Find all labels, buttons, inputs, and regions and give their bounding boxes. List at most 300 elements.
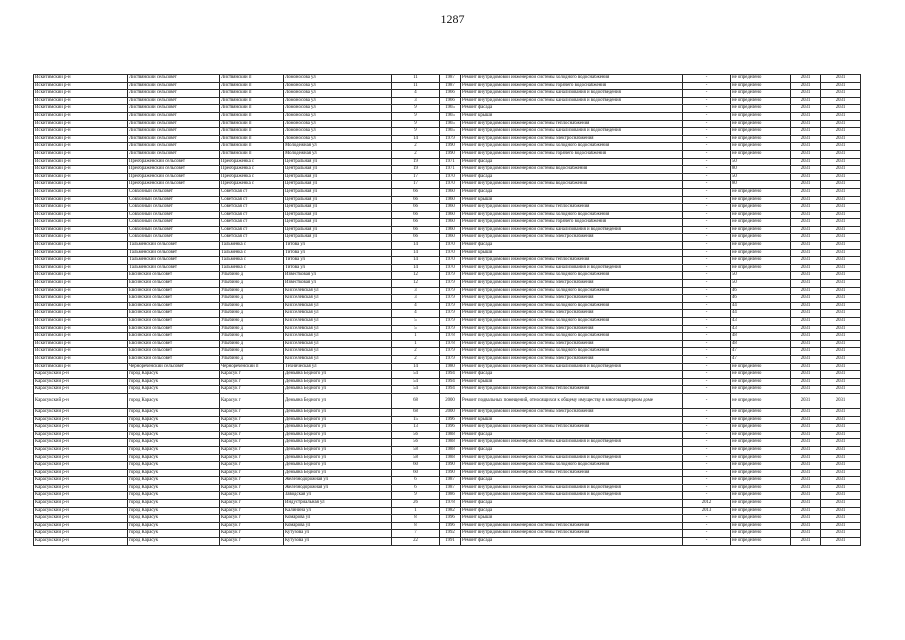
cell-work: Ремонт внутридомовой инженерной системы канализования и водоотведения	[461, 264, 683, 272]
cell-locality: Преображенка с	[220, 166, 284, 174]
cell-year-to: 2031	[821, 340, 861, 348]
cell-cost: не определено	[731, 378, 791, 386]
cell-house: 56	[392, 431, 440, 439]
cell-work: Ремонт внутридомовой инженерной системы канализования и водоотведения	[461, 454, 683, 462]
cell-work: Ремонт фасада	[461, 158, 683, 166]
cell-cost: 43	[731, 318, 791, 326]
cell-street: Комарова ул	[284, 522, 392, 530]
cell-year-from: 2031	[791, 538, 821, 546]
cell-settlement: город Карасук	[128, 538, 220, 546]
cell-area: -	[683, 446, 731, 454]
cell-cost: не определено	[731, 386, 791, 394]
cell-year-to: 2031	[821, 325, 861, 333]
cell-area: -	[683, 150, 731, 158]
cell-district: Карасукский р-н	[34, 500, 128, 508]
cell-work: Ремонт внутридомовой инженерной системы горячего водоснабжения	[461, 82, 683, 90]
cell-area: -	[683, 257, 731, 265]
cell-district: Искитимский р-н	[34, 135, 128, 143]
cell-locality: Улыбино д	[220, 325, 284, 333]
cell-cost: 50	[731, 272, 791, 280]
cell-house: 9	[392, 105, 440, 113]
cell-street: Калинина ул	[284, 507, 392, 515]
cell-area: -	[683, 264, 731, 272]
cell-year: 1982	[440, 507, 461, 515]
cell-year-from: 2031	[791, 522, 821, 530]
cell-year-from: 2031	[791, 166, 821, 174]
cell-settlement: город Карасук	[128, 446, 220, 454]
table-row	[34, 249, 861, 257]
cell-house: 68	[392, 393, 440, 408]
cell-settlement: Преображенский сельсовет	[128, 173, 220, 181]
cell-year: 1971	[440, 158, 461, 166]
cell-settlement: Листвянский сельсовет	[128, 82, 220, 90]
cell-area: -	[683, 355, 731, 363]
table-row	[34, 393, 861, 408]
table-row	[34, 302, 861, 310]
cell-area: -	[683, 226, 731, 234]
cell-year-to: 2031	[821, 226, 861, 234]
cell-year: 1996	[440, 424, 461, 432]
cell-year-from: 2031	[791, 105, 821, 113]
cell-year: 1978	[440, 500, 461, 508]
cell-district: Искитимский р-н	[34, 333, 128, 341]
cell-year-to: 2031	[821, 90, 861, 98]
cell-area: -	[683, 280, 731, 288]
cell-year: 1971	[440, 166, 461, 174]
table-row	[34, 112, 861, 120]
cell-area: -	[683, 219, 731, 227]
cell-locality: Карасук г	[220, 530, 284, 538]
cell-district: Карасукский р-н	[34, 538, 128, 546]
table-row	[34, 310, 861, 318]
table-row	[34, 492, 861, 500]
cell-year: 1991	[440, 538, 461, 546]
cell-year-from: 2031	[791, 272, 821, 280]
cell-district: Искитимский р-н	[34, 120, 128, 128]
cell-district: Искитимский р-н	[34, 219, 128, 227]
cell-cost: не определено	[731, 393, 791, 408]
cell-work: Ремонт внутридомовой инженерной системы холодного водоснабжения	[461, 462, 683, 470]
cell-district: Карасукский р-н	[34, 378, 128, 386]
cell-district: Карасукский р-н	[34, 454, 128, 462]
table-row	[34, 257, 861, 265]
cell-locality: Листвянский п	[220, 135, 284, 143]
cell-settlement: Совхозный сельсовет	[128, 196, 220, 204]
cell-settlement: Совхозный сельсовет	[128, 219, 220, 227]
cell-year: 1979	[440, 355, 461, 363]
cell-work: Ремонт внутридомовой инженерной системы теплоснабжения	[461, 522, 683, 530]
table-row	[34, 439, 861, 447]
cell-locality: Тальменка с	[220, 264, 284, 272]
cell-area: -	[683, 75, 731, 83]
cell-street: Ломоносова ул	[284, 75, 392, 83]
cell-locality: Листвянский п	[220, 143, 284, 151]
cell-district: Искитимский р-н	[34, 272, 128, 280]
cell-cost: 46	[731, 295, 791, 303]
cell-locality: Карасук г	[220, 469, 284, 477]
cell-district: Искитимский р-н	[34, 105, 128, 113]
cell-cost: не определено	[731, 522, 791, 530]
cell-locality: Карасук г	[220, 538, 284, 546]
table-row	[34, 264, 861, 272]
cell-district: Карасукский р-н	[34, 477, 128, 485]
cell-work: Ремонт внутридомовой инженерной системы теплоснабжения	[461, 530, 683, 538]
cell-area: -	[683, 477, 731, 485]
cell-street: Ломоносова ул	[284, 120, 392, 128]
cell-street: Молодежная ул	[284, 143, 392, 151]
cell-locality: Советская ст	[220, 188, 284, 196]
cell-cost: не определено	[731, 257, 791, 265]
table-row	[34, 280, 861, 288]
cell-work: Ремонт фасада	[461, 188, 683, 196]
cell-street: Кисселевская ул	[284, 287, 392, 295]
cell-settlement: город Карасук	[128, 492, 220, 500]
cell-year: 1979	[440, 287, 461, 295]
cell-cost: не определено	[731, 75, 791, 83]
cell-year: 1988	[440, 439, 461, 447]
cell-work: Ремонт подвальных помещений, относящихся к общему имуществу в многоквартирном доме	[461, 393, 683, 408]
cell-settlement: Совхозный сельсовет	[128, 226, 220, 234]
cell-settlement: Листвянский сельсовет	[128, 75, 220, 83]
cell-work: Ремонт внутридомовой инженерной системы холодного водоснабжения	[461, 287, 683, 295]
cell-year: 1960	[440, 204, 461, 212]
table-row	[34, 386, 861, 394]
cell-cost: не определено	[731, 150, 791, 158]
cell-year-from: 2031	[791, 82, 821, 90]
cell-year-to: 2031	[821, 204, 861, 212]
cell-area: -	[683, 135, 731, 143]
cell-cost: не определено	[731, 500, 791, 508]
table-row	[34, 378, 861, 386]
cell-district: Искитимский р-н	[34, 234, 128, 242]
cell-year-to: 2031	[821, 522, 861, 530]
cell-cost: не определено	[731, 112, 791, 120]
cell-year-from: 2031	[791, 462, 821, 470]
cell-house: 3	[392, 97, 440, 105]
cell-year-to: 2031	[821, 287, 861, 295]
cell-locality: Тальменка с	[220, 242, 284, 250]
cell-house: 60	[392, 469, 440, 477]
cell-work: Ремонт внутридомовой инженерной системы холодного водоснабжения	[461, 348, 683, 356]
cell-year-to: 2031	[821, 188, 861, 196]
cell-cost: не определено	[731, 492, 791, 500]
cell-street: Титова ул	[284, 249, 392, 257]
cell-year-from: 2031	[791, 158, 821, 166]
cell-house: 14	[392, 242, 440, 250]
cell-work: Ремонт внутридомовой инженерной системы канализования и водоотведения	[461, 226, 683, 234]
cell-area: -	[683, 462, 731, 470]
table-row	[34, 158, 861, 166]
cell-year: 1996	[440, 416, 461, 424]
cell-house: 17	[392, 173, 440, 181]
cell-area: -	[683, 272, 731, 280]
cell-year-to: 2031	[821, 408, 861, 416]
cell-house: 9	[392, 112, 440, 120]
cell-street: Ломоносова ул	[284, 90, 392, 98]
cell-year-from: 2031	[791, 196, 821, 204]
cell-year: 1979	[440, 310, 461, 318]
cell-year-to: 2031	[821, 446, 861, 454]
cell-work: Ремонт внутридомовой инженерной системы холодного водоснабжения	[461, 318, 683, 326]
cell-house: 7	[392, 530, 440, 538]
cell-year: 2000	[440, 393, 461, 408]
cell-cost: не определено	[731, 204, 791, 212]
cell-settlement: город Карасук	[128, 500, 220, 508]
cell-year-to: 2031	[821, 469, 861, 477]
cell-work: Ремонт внутридомовой инженерной системы электроснабжения	[461, 340, 683, 348]
cell-locality: Улыбино д	[220, 355, 284, 363]
cell-street: Демьяна Бедного ул	[284, 454, 392, 462]
cell-year-to: 2031	[821, 424, 861, 432]
cell-work: Ремонт крыши	[461, 249, 683, 257]
cell-year-from: 2031	[791, 90, 821, 98]
cell-year: 1979	[440, 295, 461, 303]
cell-settlement: Листвянский сельсовет	[128, 143, 220, 151]
cell-year-from: 2031	[791, 500, 821, 508]
cell-house: 19	[392, 166, 440, 174]
table-row	[34, 462, 861, 470]
cell-work: Ремонт внутридомовой инженерной системы электроснабжения	[461, 325, 683, 333]
cell-locality: Карасук г	[220, 522, 284, 530]
cell-area: -	[683, 530, 731, 538]
cell-year-to: 2031	[821, 105, 861, 113]
cell-district: Карасукский р-н	[34, 492, 128, 500]
table-row	[34, 431, 861, 439]
cell-house: 9	[392, 120, 440, 128]
cell-settlement: Листвянский сельсовет	[128, 105, 220, 113]
cell-cost: не определено	[731, 484, 791, 492]
cell-district: Карасукский р-н	[34, 507, 128, 515]
cell-work: Ремонт внутридомовой инженерной системы холодного водоснабжения	[461, 302, 683, 310]
cell-settlement: город Карасук	[128, 530, 220, 538]
cell-cost: не определено	[731, 196, 791, 204]
cell-area: -	[683, 242, 731, 250]
cell-cost: 50	[731, 158, 791, 166]
cell-locality: Улыбино д	[220, 287, 284, 295]
table-row	[34, 469, 861, 477]
cell-settlement: Листвянский сельсовет	[128, 97, 220, 105]
table-body	[34, 75, 861, 546]
cell-locality: Преображенка с	[220, 173, 284, 181]
cell-house: 3	[392, 287, 440, 295]
cell-cost: не определено	[731, 264, 791, 272]
cell-cost: 47	[731, 355, 791, 363]
cell-area: -	[683, 249, 731, 257]
cell-locality: Листвянский п	[220, 112, 284, 120]
cell-year-from: 2031	[791, 173, 821, 181]
cell-settlement: город Карасук	[128, 378, 220, 386]
cell-district: Искитимский р-н	[34, 226, 128, 234]
cell-year-to: 2031	[821, 348, 861, 356]
cell-area: -	[683, 469, 731, 477]
cell-locality: Тальменка с	[220, 257, 284, 265]
cell-work: Ремонт внутридомовой инженерной системы электроснабжения	[461, 355, 683, 363]
cell-settlement: Евсинский сельсовет	[128, 355, 220, 363]
table-row	[34, 446, 861, 454]
cell-work: Ремонт внутридомовой инженерной системы теплоснабжения	[461, 204, 683, 212]
cell-locality: Листвянский п	[220, 150, 284, 158]
cell-year: 1978	[440, 340, 461, 348]
cell-locality: Улыбино д	[220, 302, 284, 310]
cell-year-to: 2031	[821, 264, 861, 272]
cell-settlement: Листвянский сельсовет	[128, 112, 220, 120]
cell-year: 1987	[440, 484, 461, 492]
cell-year: 1966	[440, 90, 461, 98]
cell-year: 1970	[440, 242, 461, 250]
cell-locality: Листвянский п	[220, 75, 284, 83]
cell-house: 2	[392, 348, 440, 356]
cell-street: Кутузова ул	[284, 530, 392, 538]
cell-year-to: 2031	[821, 492, 861, 500]
cell-street: Центральная ул	[284, 196, 392, 204]
cell-work: Ремонт фасада	[461, 446, 683, 454]
cell-cost: 50	[731, 173, 791, 181]
cell-work: Ремонт внутридомовой инженерной системы холодного водоснабжения	[461, 211, 683, 219]
cell-street: Демьяна Бедного ул	[284, 393, 392, 408]
cell-house: 11	[392, 75, 440, 83]
cell-house: 19	[392, 158, 440, 166]
table-row	[34, 196, 861, 204]
cell-year: 1960	[440, 219, 461, 227]
cell-street: Заводская ул	[284, 492, 392, 500]
table-row	[34, 120, 861, 128]
cell-locality: Карасук г	[220, 462, 284, 470]
cell-district: Искитимский р-н	[34, 211, 128, 219]
table-row	[34, 530, 861, 538]
cell-settlement: город Карасук	[128, 408, 220, 416]
cell-year-to: 2031	[821, 393, 861, 408]
cell-locality: Карасук г	[220, 515, 284, 523]
cell-year-from: 2031	[791, 340, 821, 348]
cell-area: -	[683, 181, 731, 189]
table-row	[34, 181, 861, 189]
cell-year-from: 2031	[791, 477, 821, 485]
cell-street: Техническая ул	[284, 363, 392, 371]
table-row	[34, 363, 861, 371]
cell-house: 11	[392, 82, 440, 90]
cell-house: 60	[392, 462, 440, 470]
cell-area: -	[683, 371, 731, 379]
cell-work: Ремонт фасада	[461, 173, 683, 181]
cell-settlement: Евсинский сельсовет	[128, 287, 220, 295]
cell-locality: Карасук г	[220, 386, 284, 394]
cell-settlement: Евсинский сельсовет	[128, 272, 220, 280]
cell-area: -	[683, 408, 731, 416]
cell-cost: 44	[731, 310, 791, 318]
table-row	[34, 150, 861, 158]
cell-work: Ремонт внутридомовой инженерной системы электроснабжения	[461, 234, 683, 242]
cell-street: Демьяна Бедного ул	[284, 462, 392, 470]
cell-year-to: 2031	[821, 158, 861, 166]
cell-district: Карасукский р-н	[34, 530, 128, 538]
cell-settlement: город Карасук	[128, 522, 220, 530]
cell-year-from: 2031	[791, 333, 821, 341]
cell-year-to: 2031	[821, 530, 861, 538]
cell-locality: Карасук г	[220, 500, 284, 508]
repair-schedule-table	[33, 74, 861, 546]
cell-locality: Улыбино д	[220, 333, 284, 341]
cell-locality: Карасук г	[220, 492, 284, 500]
cell-settlement: Евсинский сельсовет	[128, 325, 220, 333]
cell-district: Карасукский р-н	[34, 431, 128, 439]
cell-locality: Карасук г	[220, 431, 284, 439]
cell-street: Центральная ул	[284, 211, 392, 219]
table-row	[34, 97, 861, 105]
cell-year: 1987	[440, 477, 461, 485]
cell-cost: не определено	[731, 242, 791, 250]
cell-year-from: 2031	[791, 204, 821, 212]
cell-year-to: 2031	[821, 242, 861, 250]
cell-cost: 43	[731, 325, 791, 333]
cell-locality: Листвянский п	[220, 128, 284, 136]
cell-district: Карасукский р-н	[34, 393, 128, 408]
cell-district: Искитимский р-н	[34, 280, 128, 288]
cell-year: 1978	[440, 333, 461, 341]
cell-settlement: Преображенский сельсовет	[128, 158, 220, 166]
cell-locality: Улыбино д	[220, 295, 284, 303]
cell-locality: Улыбино д	[220, 318, 284, 326]
cell-house: 54	[392, 386, 440, 394]
cell-year-from: 2031	[791, 226, 821, 234]
cell-cost: не определено	[731, 416, 791, 424]
cell-street: Демьяна Бедного ул	[284, 408, 392, 416]
cell-house: 14	[392, 249, 440, 257]
cell-cost: не определено	[731, 135, 791, 143]
cell-work: Ремонт внутридомовой инженерной системы водоснабжения	[461, 166, 683, 174]
cell-district: Карасукский р-н	[34, 446, 128, 454]
cell-year-from: 2031	[791, 454, 821, 462]
cell-street: Центральная ул	[284, 234, 392, 242]
cell-street: Центральная ул	[284, 166, 392, 174]
cell-district: Искитимский р-н	[34, 181, 128, 189]
cell-district: Искитимский р-н	[34, 112, 128, 120]
cell-year-to: 2031	[821, 302, 861, 310]
cell-area: -	[683, 211, 731, 219]
cell-settlement: город Карасук	[128, 507, 220, 515]
cell-district: Карасукский р-н	[34, 484, 128, 492]
cell-area: -	[683, 348, 731, 356]
cell-locality: Карасук г	[220, 416, 284, 424]
cell-locality: Чернореченский п	[220, 363, 284, 371]
cell-year-to: 2031	[821, 333, 861, 341]
cell-cost: 48	[731, 340, 791, 348]
cell-district: Искитимский р-н	[34, 150, 128, 158]
cell-year: 1979	[440, 325, 461, 333]
table-row	[34, 507, 861, 515]
cell-settlement: Листвянский сельсовет	[128, 150, 220, 158]
cell-street: Ломоносова ул	[284, 135, 392, 143]
cell-work: Ремонт крыши	[461, 196, 683, 204]
cell-work: Ремонт внутридомовой инженерной системы теплоснабжения	[461, 120, 683, 128]
cell-settlement: Тальменский сельсовет	[128, 264, 220, 272]
cell-cost: 80	[731, 166, 791, 174]
cell-year: 1960	[440, 234, 461, 242]
cell-area: -	[683, 105, 731, 113]
cell-settlement: город Карасук	[128, 469, 220, 477]
cell-year-from: 2031	[791, 112, 821, 120]
cell-street: Ломоносова ул	[284, 82, 392, 90]
cell-year: 1987	[440, 75, 461, 83]
cell-street: Демьяна Бедного ул	[284, 439, 392, 447]
cell-cost: не определено	[731, 462, 791, 470]
cell-work: Ремонт фасада	[461, 507, 683, 515]
cell-district: Искитимский р-н	[34, 242, 128, 250]
cell-street: Кисселевская ул	[284, 325, 392, 333]
cell-settlement: город Карасук	[128, 484, 220, 492]
cell-settlement: Евсинский сельсовет	[128, 318, 220, 326]
cell-district: Искитимский р-н	[34, 128, 128, 136]
cell-work: Ремонт внутридомовой инженерной системы канализования и водоотведения	[461, 492, 683, 500]
